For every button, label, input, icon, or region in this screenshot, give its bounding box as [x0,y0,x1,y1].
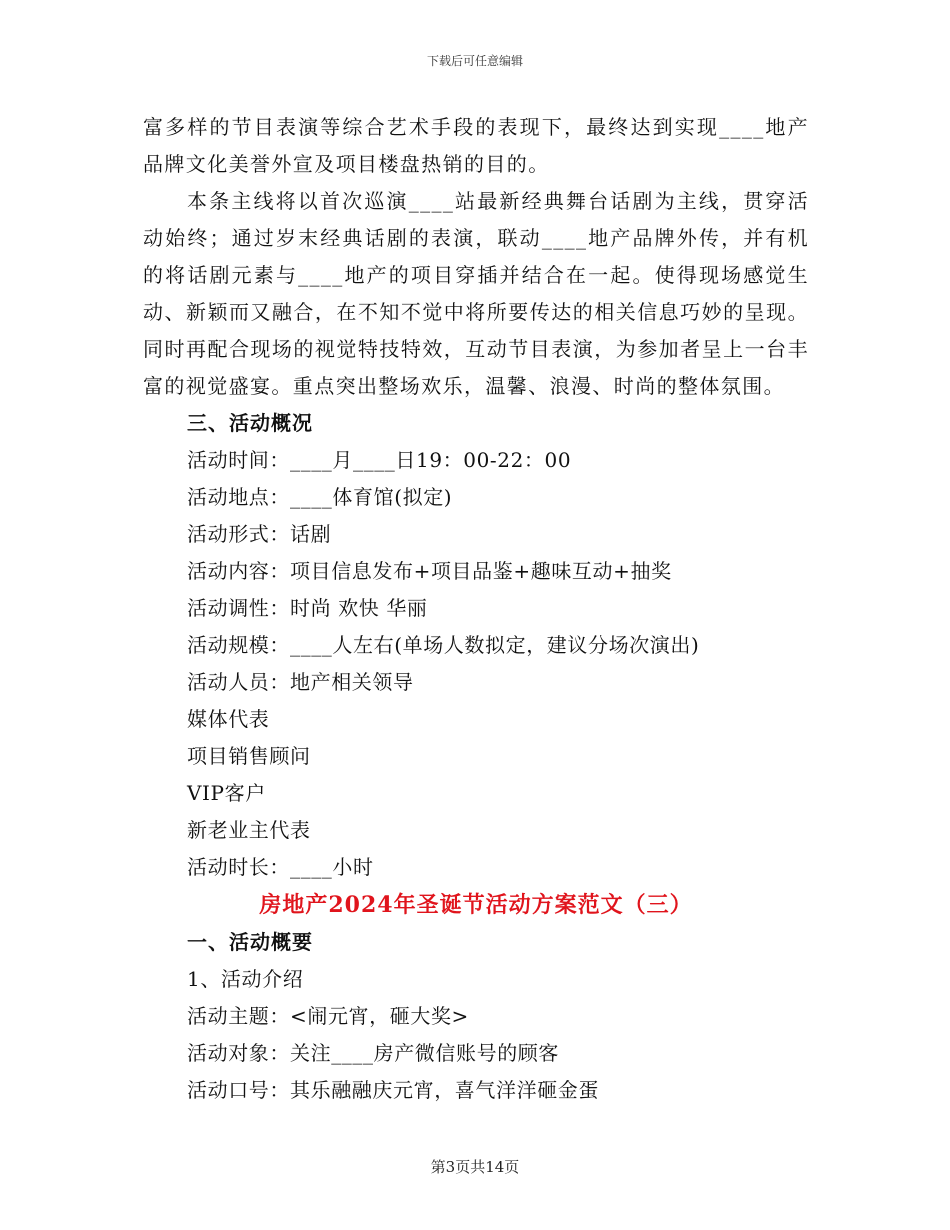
event-staff-vip: VIP客户 [187,781,266,805]
activity-theme-line: 活动主题：<闹元宵，砸大奖> [187,1004,469,1028]
event-staff-sales: 项目销售顾问 [187,744,311,768]
body-paragraph-1: 富多样的节目表演等综合艺术手段的表现下，最终达到实现____地产品牌文化美誉外宣及项目楼盘热销的目的。 [143,115,809,176]
event-duration-line: 活动时长：____小时 [187,855,374,879]
event-venue-line: 活动地点：____体育馆(拟定) [187,485,453,509]
activity-slogan-line: 活动口号：其乐融融庆元宵，喜气洋洋砸金蛋 [187,1078,599,1102]
event-format-line: 活动形式：话剧 [187,522,332,546]
section-heading-summary: 一、活动概要 [187,930,313,954]
event-time-line: 活动时间：____月____日19：00-22：00 [187,448,572,472]
activity-target-line: 活动对象：关注____房产微信账号的顾客 [187,1041,559,1065]
body-paragraph-2: 本条主线将以首次巡演____站最新经典舞台话剧为主线，贯穿活动始终；通过岁末经典话剧的表演，联动____地产品牌外传，并有机的将话剧元素与____地产的项目穿插并结合在一起。使得现场感觉生动、新颖而又融合，在不知不觉中将所要传达的相关信息巧妙的呈现。同时再配合现场的视觉特技特效，互动节目表演，为参加者呈上一台丰富的视觉盛宴。重点突出整场欢乐，温馨、浪漫、时尚的整体氛围。 [143,189,809,398]
document-body [143,109,809,1109]
page-footer: 第3页共14页 [430,1158,520,1176]
event-tone-line: 活动调性：时尚 欢快 华丽 [187,596,428,620]
activity-intro-line: 1、活动介绍 [187,967,304,991]
event-staff-owners: 新老业主代表 [187,818,311,842]
page-header: 下载后可任意编辑 [426,54,523,68]
event-staff-line: 活动人员：地产相关领导 [187,670,414,694]
event-content-line: 活动内容：项目信息发布+项目品鉴+趣味互动+抽奖 [187,559,672,583]
document-title: 房地产2024年圣诞节活动方案范文（三） [259,892,693,918]
event-scale-line: 活动规模：____人左右(单场人数拟定，建议分场次演出) [187,633,700,657]
event-staff-media: 媒体代表 [187,707,270,731]
section-heading-overview: 三、活动概况 [187,411,313,435]
